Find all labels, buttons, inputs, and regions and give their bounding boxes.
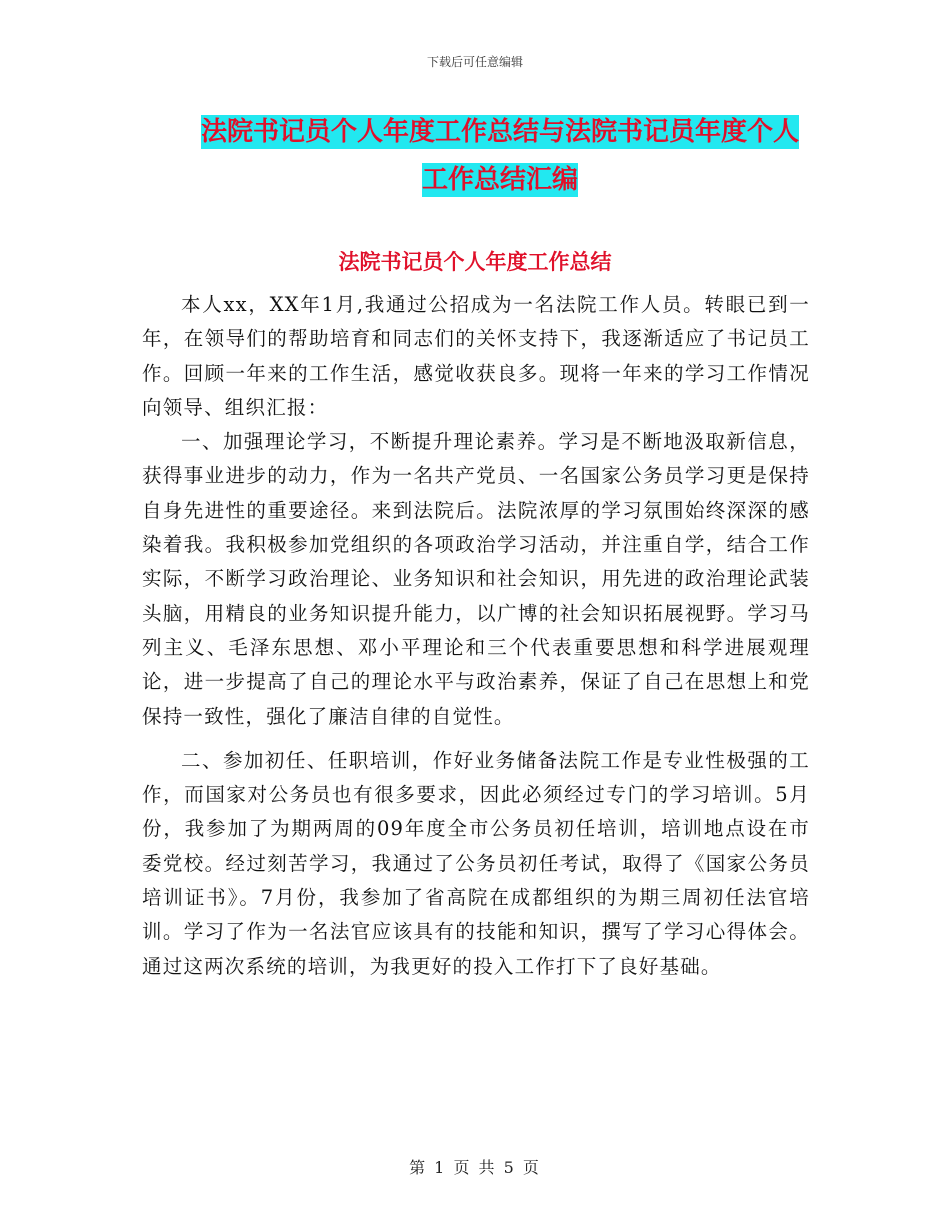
document-title [190,108,810,204]
document-body [142,288,810,984]
paragraph-intro: 本人xx，XX年1月,我通过公招成为一名法院工作人员。转眼已到一年，在领导们的帮助培育和同志们的关怀支持下，我逐渐适应了书记员工作。回顾一年来的工作生活，感觉收获良多。现将一年来的学习工作情况向领导、组织汇报： [142,293,810,419]
document-title-text: 法院书记员个人年度工作总结与法院书记员年度个人工作总结汇编 [200,117,799,195]
paragraph-training: 二、参加初任、任职培训，作好业务储备法院工作是专业性极强的工作，而国家对公务员也有很多要求，因此必须经过专门的学习培训。5月份，我参加了为期两周的09年度全市公务员初任培训，培训地点设在市委党校。经过刻苦学习，我通过了公务员初任考试，取得了《国家公务员培训证书》。7月份，我参加了省高院在成都组织的为期三周初任法官培训。学习了作为一名法官应该具有的技能和知识，撰写了学习心得体会。通过这两次系统的培训，为我更好的投入工作打下了良好基础。 [142,748,810,978]
section-title: 法院书记员个人年度工作总结 [338,250,612,274]
header-note: 下载后可任意编辑 [426,55,523,69]
paragraph-theory-study: 一、加强理论学习，不断提升理论素养。学习是不断地汲取新信息，获得事业进步的动力，作为一名共产党员、一名国家公务员学习更是保持自身先进性的重要途径。来到法院后。法院浓厚的学习氛围始终深深的感染着我。我积极参加党组织的各项政治学习活动，并注重自学，结合工作实际，不断学习政治理论、业务知识和社会知识，用先进的政治理论武装头脑，用精良的业务知识提升能力，以广博的社会知识拓展视野。学习马列主义、毛泽东思想、邓小平理论和三个代表重要思想和科学进展观理论，进一步提高了自己的理论水平与政治素养，保证了自己在思想上和党保持一致性，强化了廉洁自律的自觉性。 [142,430,810,728]
page-indicator: 第 1 页 共 5 页 [409,1158,541,1177]
